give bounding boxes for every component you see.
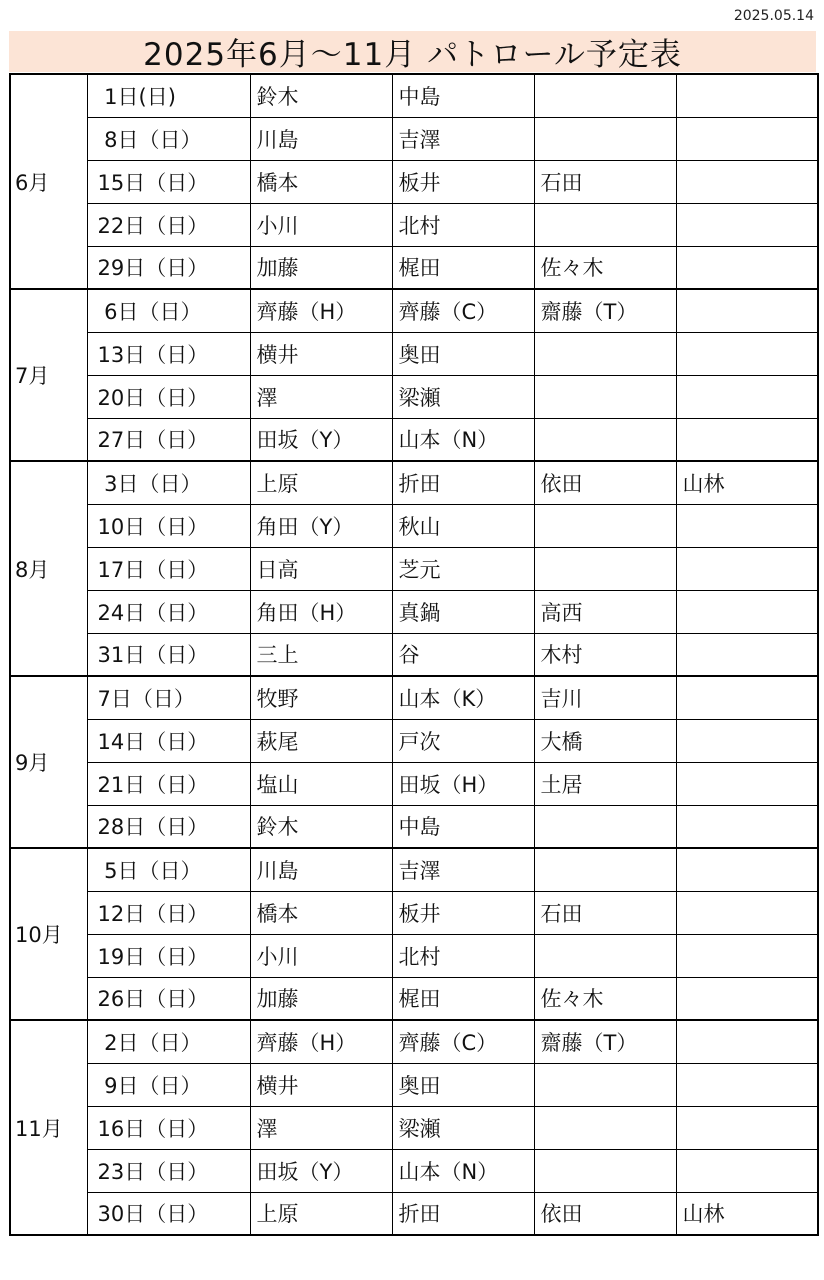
member-name-cell: 橋本	[250, 160, 392, 203]
member-name-cell	[534, 547, 676, 590]
table-row	[10, 418, 818, 461]
table-row	[10, 246, 818, 289]
member-name-cell	[534, 805, 676, 848]
date-cell: 14日（日）	[87, 719, 250, 762]
member-name-cell	[676, 117, 818, 160]
member-name-cell: 齋藤（T）	[534, 1020, 676, 1063]
member-name-cell: 鈴木	[250, 805, 392, 848]
member-name-cell	[676, 977, 818, 1020]
member-name-cell	[676, 74, 818, 117]
member-name-cell: 鈴木	[250, 74, 392, 117]
member-name-cell	[676, 676, 818, 719]
date-cell: 17日（日）	[87, 547, 250, 590]
table-row	[10, 1106, 818, 1149]
month-cell: 6月	[10, 74, 87, 289]
page-title: 2025年6月～11月 パトロール予定表	[9, 31, 816, 72]
date-cell: 19日（日）	[87, 934, 250, 977]
member-name-cell: 田坂（H）	[392, 762, 534, 805]
member-name-cell	[534, 375, 676, 418]
date-cell: 7日（日）	[87, 676, 250, 719]
member-name-cell	[676, 160, 818, 203]
member-name-cell: 北村	[392, 203, 534, 246]
member-name-cell: 田坂（Y）	[250, 1149, 392, 1192]
table-row	[10, 1020, 818, 1063]
month-cell: 11月	[10, 1020, 87, 1235]
member-name-cell: 佐々木	[534, 977, 676, 1020]
member-name-cell: 折田	[392, 1192, 534, 1235]
member-name-cell: 梁瀬	[392, 375, 534, 418]
member-name-cell: 萩尾	[250, 719, 392, 762]
member-name-cell	[676, 547, 818, 590]
member-name-cell	[534, 1063, 676, 1106]
member-name-cell: 田坂（Y）	[250, 418, 392, 461]
member-name-cell: 横井	[250, 1063, 392, 1106]
member-name-cell: 吉澤	[392, 848, 534, 891]
member-name-cell: 川島	[250, 848, 392, 891]
member-name-cell: 角田（H）	[250, 590, 392, 633]
date-cell: 24日（日）	[87, 590, 250, 633]
member-name-cell: 真鍋	[392, 590, 534, 633]
date-cell: 21日（日）	[87, 762, 250, 805]
date-cell: 2日（日）	[87, 1020, 250, 1063]
member-name-cell	[676, 633, 818, 676]
member-name-cell: 上原	[250, 461, 392, 504]
date-cell: 31日（日）	[87, 633, 250, 676]
member-name-cell	[676, 289, 818, 332]
member-name-cell: 塩山	[250, 762, 392, 805]
member-name-cell: 戸次	[392, 719, 534, 762]
member-name-cell: 土居	[534, 762, 676, 805]
table-row	[10, 676, 818, 719]
member-name-cell: 山林	[676, 1192, 818, 1235]
member-name-cell: 梁瀬	[392, 1106, 534, 1149]
table-row	[10, 117, 818, 160]
date-cell: 16日（日）	[87, 1106, 250, 1149]
member-name-cell: 吉川	[534, 676, 676, 719]
table-row	[10, 1149, 818, 1192]
member-name-cell: 小川	[250, 934, 392, 977]
date-cell: 1日(日)	[87, 74, 250, 117]
table-row	[10, 504, 818, 547]
date-cell: 27日（日）	[87, 418, 250, 461]
member-name-cell	[534, 74, 676, 117]
member-name-cell	[534, 1106, 676, 1149]
member-name-cell: 山林	[676, 461, 818, 504]
member-name-cell: 石田	[534, 160, 676, 203]
member-name-cell: 澤	[250, 1106, 392, 1149]
member-name-cell: 北村	[392, 934, 534, 977]
member-name-cell: 依田	[534, 1192, 676, 1235]
member-name-cell: 梶田	[392, 246, 534, 289]
table-row	[10, 1063, 818, 1106]
table-row	[10, 848, 818, 891]
member-name-cell	[676, 934, 818, 977]
table-row	[10, 74, 818, 117]
member-name-cell: 角田（Y）	[250, 504, 392, 547]
member-name-cell: 橋本	[250, 891, 392, 934]
table-row	[10, 547, 818, 590]
table-row	[10, 461, 818, 504]
date-cell: 26日（日）	[87, 977, 250, 1020]
member-name-cell	[676, 848, 818, 891]
date-cell: 13日（日）	[87, 332, 250, 375]
date-cell: 22日（日）	[87, 203, 250, 246]
member-name-cell: 奥田	[392, 332, 534, 375]
date-cell: 10日（日）	[87, 504, 250, 547]
schedule-body	[10, 74, 818, 1235]
member-name-cell: 三上	[250, 633, 392, 676]
month-cell: 9月	[10, 676, 87, 848]
member-name-cell	[534, 203, 676, 246]
member-name-cell: 板井	[392, 891, 534, 934]
date-cell: 30日（日）	[87, 1192, 250, 1235]
table-row	[10, 633, 818, 676]
member-name-cell: 木村	[534, 633, 676, 676]
member-name-cell: 秋山	[392, 504, 534, 547]
member-name-cell	[676, 203, 818, 246]
member-name-cell: 折田	[392, 461, 534, 504]
table-row	[10, 590, 818, 633]
member-name-cell: 山本（N）	[392, 418, 534, 461]
member-name-cell: 加藤	[250, 246, 392, 289]
member-name-cell: 梶田	[392, 977, 534, 1020]
member-name-cell	[676, 1149, 818, 1192]
member-name-cell	[534, 418, 676, 461]
member-name-cell: 奥田	[392, 1063, 534, 1106]
table-row	[10, 1192, 818, 1235]
member-name-cell: 澤	[250, 375, 392, 418]
member-name-cell: 佐々木	[534, 246, 676, 289]
member-name-cell: 大橋	[534, 719, 676, 762]
member-name-cell	[534, 1149, 676, 1192]
member-name-cell	[534, 504, 676, 547]
member-name-cell: 谷	[392, 633, 534, 676]
member-name-cell: 石田	[534, 891, 676, 934]
member-name-cell: 中島	[392, 74, 534, 117]
member-name-cell: 小川	[250, 203, 392, 246]
member-name-cell: 齊藤（H）	[250, 289, 392, 332]
member-name-cell: 吉澤	[392, 117, 534, 160]
member-name-cell: 加藤	[250, 977, 392, 1020]
month-cell: 7月	[10, 289, 87, 461]
member-name-cell	[676, 590, 818, 633]
document-date: 2025.05.14	[733, 8, 814, 24]
member-name-cell: 芝元	[392, 547, 534, 590]
member-name-cell: 齋藤（T）	[534, 289, 676, 332]
member-name-cell	[534, 934, 676, 977]
member-name-cell	[534, 117, 676, 160]
member-name-cell	[676, 1063, 818, 1106]
member-name-cell: 中島	[392, 805, 534, 848]
member-name-cell	[676, 1020, 818, 1063]
table-row	[10, 160, 818, 203]
member-name-cell	[676, 504, 818, 547]
member-name-cell: 川島	[250, 117, 392, 160]
member-name-cell	[676, 418, 818, 461]
member-name-cell	[676, 805, 818, 848]
date-cell: 28日（日）	[87, 805, 250, 848]
table-row	[10, 719, 818, 762]
member-name-cell: 日高	[250, 547, 392, 590]
date-cell: 3日（日）	[87, 461, 250, 504]
date-cell: 5日（日）	[87, 848, 250, 891]
date-cell: 20日（日）	[87, 375, 250, 418]
patrol-schedule-table	[9, 73, 819, 1236]
month-cell: 8月	[10, 461, 87, 676]
table-row	[10, 375, 818, 418]
table-row	[10, 934, 818, 977]
member-name-cell: 齊藤（C）	[392, 1020, 534, 1063]
member-name-cell: 依田	[534, 461, 676, 504]
member-name-cell: 齊藤（C）	[392, 289, 534, 332]
member-name-cell	[676, 762, 818, 805]
member-name-cell	[676, 246, 818, 289]
member-name-cell	[676, 1106, 818, 1149]
month-cell: 10月	[10, 848, 87, 1020]
member-name-cell	[676, 719, 818, 762]
member-name-cell	[676, 375, 818, 418]
table-row	[10, 762, 818, 805]
table-row	[10, 891, 818, 934]
member-name-cell: 山本（K）	[392, 676, 534, 719]
table-row	[10, 977, 818, 1020]
date-cell: 12日（日）	[87, 891, 250, 934]
date-cell: 8日（日）	[87, 117, 250, 160]
member-name-cell: 横井	[250, 332, 392, 375]
table-row	[10, 203, 818, 246]
date-cell: 6日（日）	[87, 289, 250, 332]
member-name-cell: 牧野	[250, 676, 392, 719]
member-name-cell	[676, 891, 818, 934]
member-name-cell	[534, 848, 676, 891]
table-row	[10, 332, 818, 375]
date-cell: 15日（日）	[87, 160, 250, 203]
table-row	[10, 805, 818, 848]
date-cell: 9日（日）	[87, 1063, 250, 1106]
member-name-cell: 高西	[534, 590, 676, 633]
date-cell: 23日（日）	[87, 1149, 250, 1192]
member-name-cell	[534, 332, 676, 375]
member-name-cell: 板井	[392, 160, 534, 203]
table-row	[10, 289, 818, 332]
member-name-cell	[676, 332, 818, 375]
member-name-cell: 齊藤（H）	[250, 1020, 392, 1063]
member-name-cell: 上原	[250, 1192, 392, 1235]
date-cell: 29日（日）	[87, 246, 250, 289]
member-name-cell: 山本（N）	[392, 1149, 534, 1192]
